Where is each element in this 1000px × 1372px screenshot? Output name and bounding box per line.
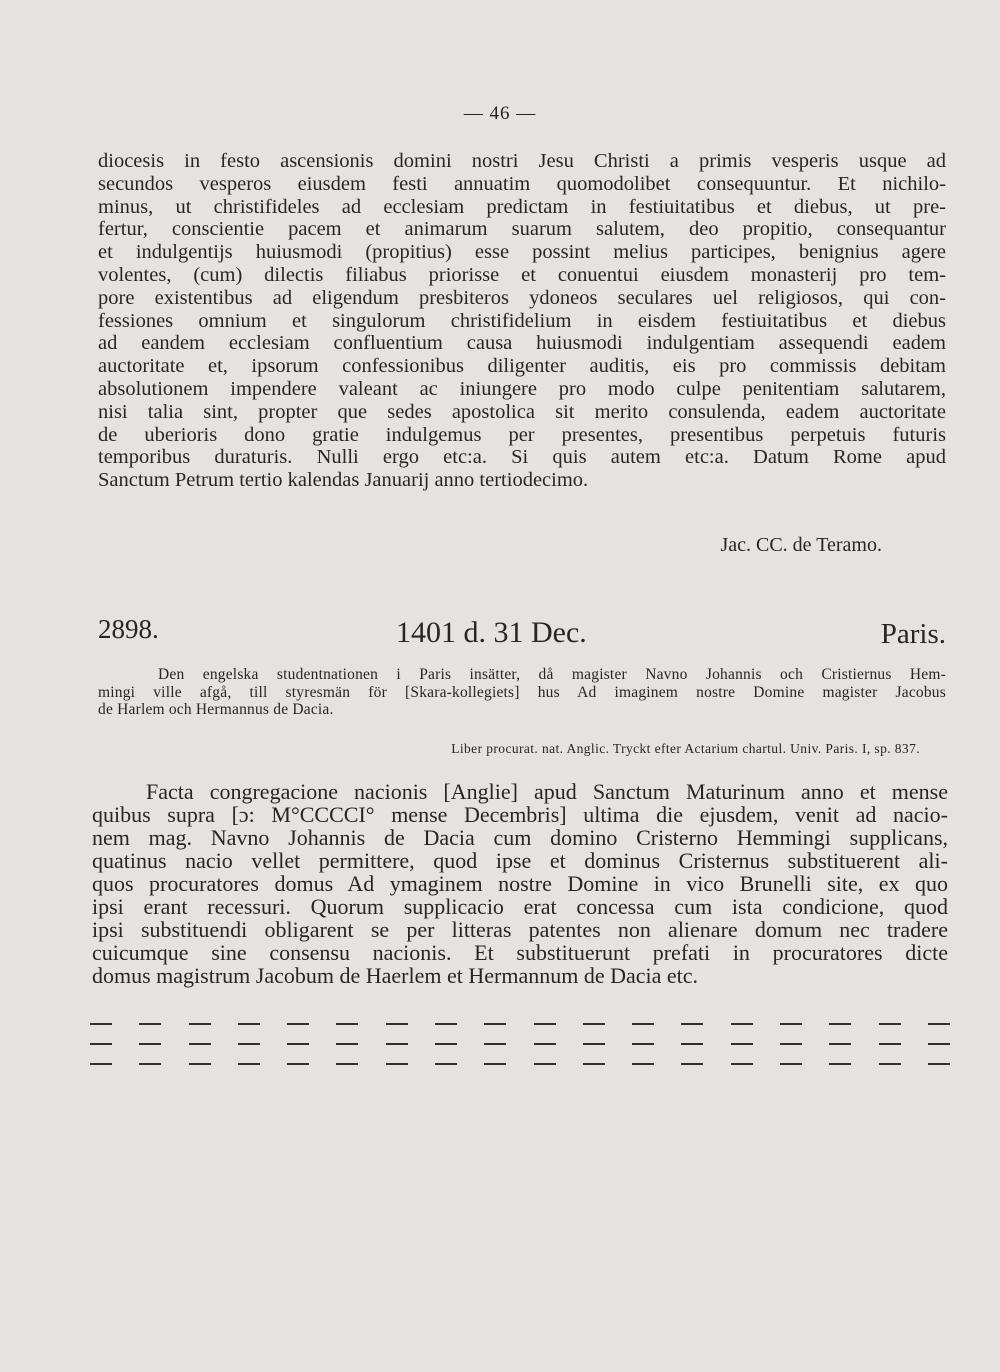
omission-dash bbox=[928, 1063, 950, 1065]
latin-line: nem mag. Navno Johannis de Dacia cum domino Cristerno Hemmingi supplicans, bbox=[92, 825, 948, 850]
document-number: 2898. bbox=[98, 614, 159, 644]
omission-dash bbox=[583, 1023, 605, 1025]
summary-line: de Harlem och Hermannus de Dacia. bbox=[98, 701, 334, 718]
omission-dash bbox=[731, 1063, 753, 1065]
omission-dash bbox=[435, 1043, 457, 1045]
signature: Jac. CC. de Teramo. bbox=[720, 534, 882, 556]
omission-dash bbox=[829, 1063, 851, 1065]
omission-dash bbox=[435, 1023, 457, 1025]
omission-dash bbox=[336, 1023, 358, 1025]
omission-dash bbox=[484, 1043, 506, 1045]
omission-dash bbox=[189, 1063, 211, 1065]
text-line: Sanctum Petrum tertio kalendas Januarij anno tertiodecimo. bbox=[98, 469, 589, 492]
omission-dash bbox=[534, 1023, 556, 1025]
omission-dash bbox=[681, 1023, 703, 1025]
omission-dash bbox=[238, 1063, 260, 1065]
dash-row bbox=[90, 1034, 950, 1054]
omission-dash bbox=[139, 1063, 161, 1065]
text-line: minus, ut christifideles ad ecclesiam predictam in festiuitatibus et diebus, ut pre- bbox=[98, 195, 946, 218]
continued-text-block bbox=[98, 150, 946, 492]
document-place: Paris. bbox=[880, 618, 946, 650]
omission-dash bbox=[238, 1043, 260, 1045]
omission-dash bbox=[189, 1043, 211, 1045]
omission-dash bbox=[534, 1063, 556, 1065]
omission-dash bbox=[484, 1063, 506, 1065]
omission-dash bbox=[583, 1063, 605, 1065]
omission-dash bbox=[287, 1023, 309, 1025]
text-line: ad eandem ecclesiam confluentium causa huiusmodi indulgentiam assequendi eadem bbox=[98, 332, 946, 355]
omission-dash bbox=[731, 1023, 753, 1025]
dash-row bbox=[90, 1014, 950, 1034]
omission-dash bbox=[632, 1023, 654, 1025]
omission-dash bbox=[681, 1043, 703, 1045]
omission-dash bbox=[780, 1063, 802, 1065]
omission-dash bbox=[287, 1063, 309, 1065]
omission-dash bbox=[484, 1023, 506, 1025]
omission-dash bbox=[681, 1063, 703, 1065]
latin-line: domus magistrum Jacobum de Haerlem et Hermannum de Dacia etc. bbox=[92, 963, 699, 988]
omission-dash bbox=[386, 1023, 408, 1025]
text-line: diocesis in festo ascensionis domini nostri Jesu Christi a primis vesperis usque ad bbox=[98, 150, 946, 172]
omission-dash bbox=[583, 1043, 605, 1045]
latin-line: quatinus nacio vellet permittere, quod ipse et dominus Cristernus substituerent ali- bbox=[92, 848, 948, 873]
latin-line: Facta congregacione nacionis [Anglie] apud Sanctum Maturinum anno et mense bbox=[146, 779, 948, 804]
source-citation: Liber procurat. nat. Anglic. Tryckt efter Actarium chartul. Univ. Paris. I, sp. 837. bbox=[451, 741, 920, 756]
page-number: — 46 — bbox=[463, 103, 537, 124]
omission-dash bbox=[435, 1063, 457, 1065]
text-line: volentes, (cum) dilectis filiabus priorisse et conuentui eiusdem monasterij pro tem- bbox=[98, 263, 946, 286]
omission-dash bbox=[90, 1043, 112, 1045]
omission-dash bbox=[386, 1043, 408, 1045]
omission-dash bbox=[928, 1023, 950, 1025]
omission-dash bbox=[780, 1023, 802, 1025]
omission-dash bbox=[829, 1023, 851, 1025]
omission-dash bbox=[879, 1043, 901, 1045]
omission-dash bbox=[139, 1023, 161, 1025]
latin-line: quos procuratores domus Ad ymaginem nostre Domine in vico Brunelli site, ex quo bbox=[92, 871, 948, 896]
omission-dash bbox=[534, 1043, 556, 1045]
omission-dashes bbox=[90, 1014, 950, 1074]
omission-dash bbox=[139, 1043, 161, 1045]
omission-dash bbox=[632, 1043, 654, 1045]
text-line: et indulgentijs huiusmodi (propitius) esse possint melius participes, benignius agere bbox=[98, 241, 946, 264]
omission-dash bbox=[336, 1063, 358, 1065]
text-line: absolutionem impendere valeant ac iniungere pro modo culpe penitentiam salutarem, bbox=[98, 377, 946, 400]
text-line: auctoritate et, ipsorum confessionibus diligenter auditis, eis pro commissis debitam bbox=[98, 355, 946, 378]
text-line: temporibus duraturis. Nulli ergo etc:a. Si quis autem etc:a. Datum Rome apud bbox=[98, 446, 946, 469]
omission-dash bbox=[632, 1063, 654, 1065]
text-line: de uberioris dono gratie indulgemus per presentes, presentibus perpetuis futuris bbox=[98, 423, 946, 446]
omission-dash bbox=[928, 1043, 950, 1045]
latin-line: ipsi erant recessuri. Quorum supplicacio erat concessa cum ista condicione, quod bbox=[92, 894, 948, 919]
latin-text-block bbox=[92, 780, 948, 987]
summary-line: mingi ville afgå, till styresmän för [Skara-kollegiets] hus Ad imaginem nostre Domine magister Jacobus bbox=[98, 683, 946, 701]
omission-dash bbox=[780, 1043, 802, 1045]
omission-dash bbox=[731, 1043, 753, 1045]
document-header bbox=[98, 606, 946, 656]
omission-dash bbox=[829, 1043, 851, 1045]
omission-dash bbox=[287, 1043, 309, 1045]
omission-dash bbox=[189, 1023, 211, 1025]
document-date: 1401 d. 31 Dec. bbox=[396, 616, 587, 649]
text-line: fessiones omnium et singulorum christifidelium in eisdem festiuitatibus et diebus bbox=[98, 309, 946, 332]
swedish-summary bbox=[98, 666, 946, 719]
omission-dash bbox=[879, 1063, 901, 1065]
omission-dash bbox=[90, 1063, 112, 1065]
text-line: secundos vesperos eiusdem festi annuatim quomodolibet consequuntur. Et nichilo- bbox=[98, 172, 946, 195]
omission-dash bbox=[238, 1023, 260, 1025]
dash-row bbox=[90, 1054, 950, 1074]
omission-dash bbox=[386, 1063, 408, 1065]
latin-line: ipsi substituendi obligarent se per litteras patentes non alienare domum nec tradere bbox=[92, 917, 948, 942]
text-line: pore existentibus ad eligendum presbiteros ydoneos seculares uel religiosos, qui con- bbox=[98, 286, 946, 309]
omission-dash bbox=[90, 1023, 112, 1025]
text-line: fertur, conscientie pacem et animarum suarum salutem, deo propitio, consequantur bbox=[98, 218, 946, 241]
omission-dash bbox=[336, 1043, 358, 1045]
omission-dash bbox=[879, 1023, 901, 1025]
text-line: nisi talia sint, propter que sedes apostolica sit merito consulenda, eadem auctoritate bbox=[98, 400, 946, 423]
latin-line: quibus supra [ɔ: M°CCCCI° mense Decembris] ultima die ejusdem, venit ad nacio- bbox=[92, 802, 948, 827]
latin-line: cuicumque sine consensu nacionis. Et substituerunt prefati in procuratores dicte bbox=[92, 940, 948, 965]
summary-line: Den engelska studentnationen i Paris insätter, då magister Navno Johannis och Cristiernus Hem- bbox=[158, 666, 946, 683]
